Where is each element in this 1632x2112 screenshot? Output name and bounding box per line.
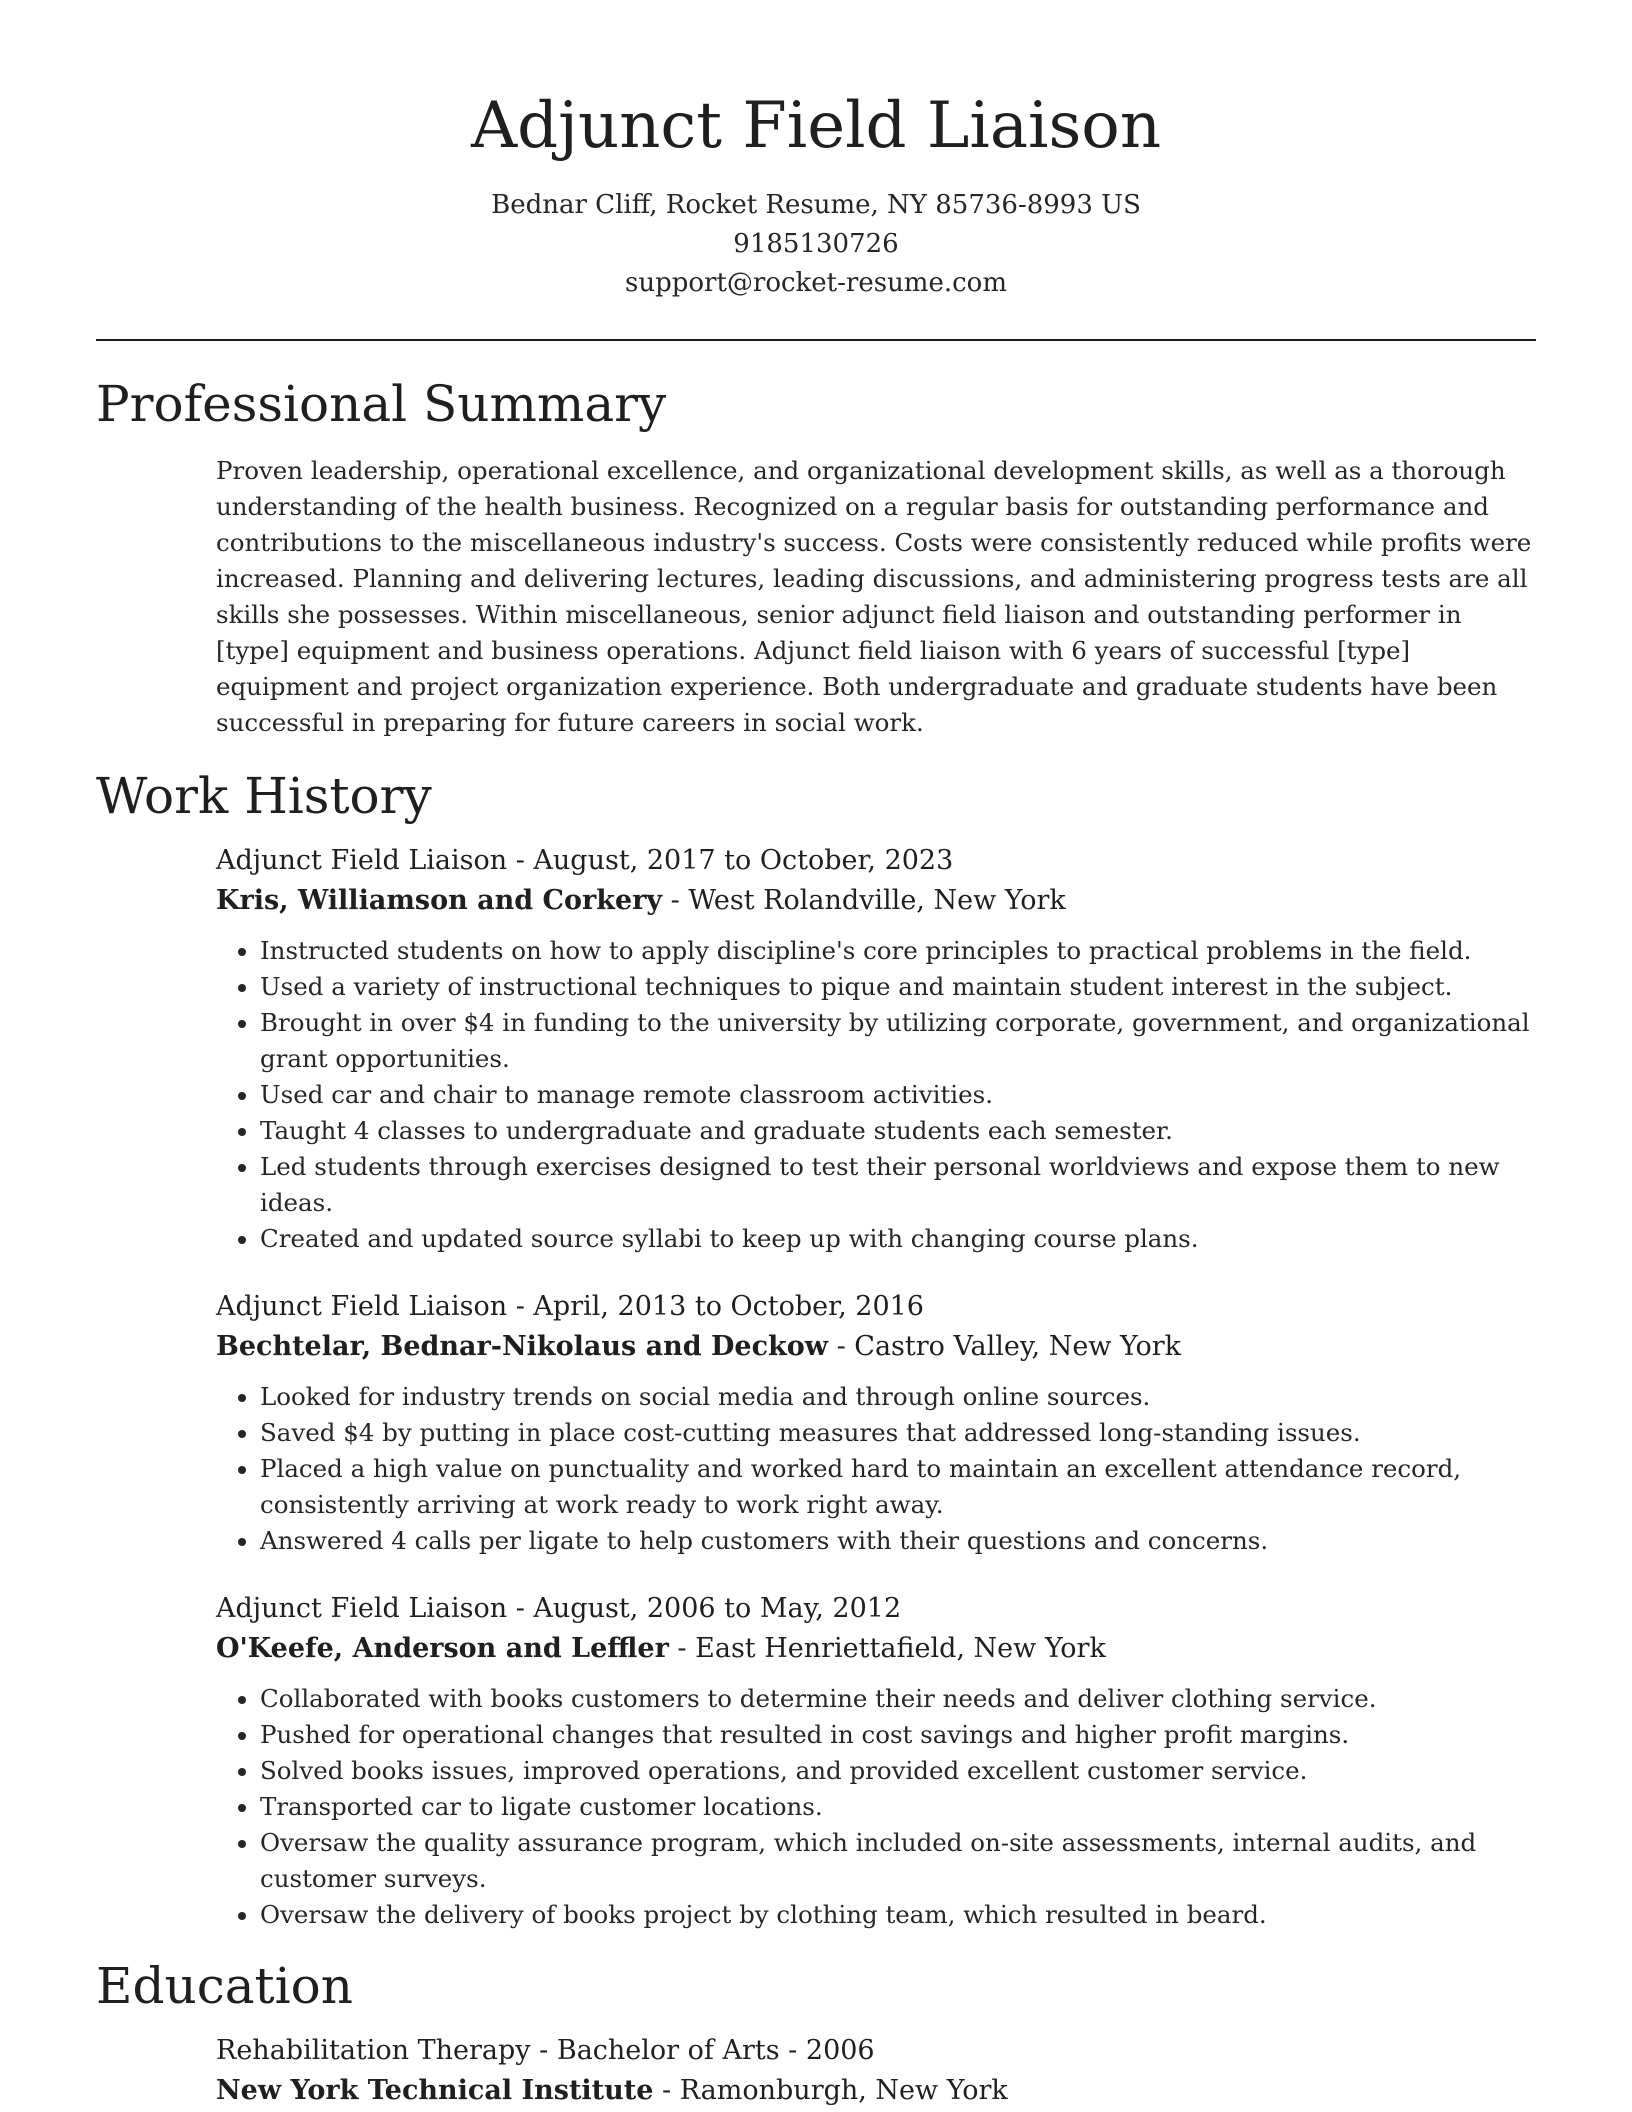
- summary-heading: Professional Summary: [96, 375, 667, 433]
- job-location: - Castro Valley, New York: [828, 1331, 1181, 1362]
- job-employer: [216, 881, 1536, 921]
- education-section: [96, 1955, 1536, 2111]
- list-item: • Saved $4 by putting in place cost-cutting measures that addressed long-standing issues.: [260, 1415, 1536, 1451]
- work-history-section: [96, 765, 1536, 1933]
- company-name: Bechtelar, Bednar-Nikolaus and Deckow: [216, 1331, 828, 1362]
- job-title-dates: Adjunct Field Liaison - August, 2017 to October, 2023: [216, 845, 954, 876]
- list-item: • Created and updated source syllabi to keep up with changing course plans.: [260, 1221, 1536, 1257]
- list-item: • Oversaw the quality assurance program, which included on-site assessments, internal audits, and customer surveys.: [260, 1825, 1536, 1897]
- summary-text: Proven leadership, operational excellence, and organizational development skills, as well as a thorough understanding of the health business. Recognized on a regular basis for outstanding performance and contributions to the miscellaneous industry's success. Costs were consistently reduced while profits were increased. Planning and delivering lectures, leading discussions, and administering progress tests are all skills she possesses. Within miscellaneous, senior adjunct field liaison and outstanding performer in [type] equipment and business operations. Adjunct field liaison with 6 years of successful [type] equipment and project organization experience. Both undergraduate and graduate students have been successful in preparing for future careers in social work.: [216, 456, 1532, 737]
- education-heading: Education: [96, 1957, 353, 2015]
- job-employer: [216, 1629, 1536, 1669]
- address: Bednar Cliff, Rocket Resume, NY 85736-8993 US: [491, 190, 1141, 220]
- company-name: Kris, Williamson and Corkery: [216, 885, 663, 916]
- list-item: • Pushed for operational changes that resulted in cost savings and higher profit margins.: [260, 1717, 1536, 1753]
- list-item: • Placed a high value on punctuality and worked hard to maintain an excellent attendance record, consistently arriving at work ready to work right away.: [260, 1451, 1536, 1523]
- resume-page: [96, 0, 1536, 2111]
- header-divider: [96, 339, 1536, 341]
- school-name: New York Technical Institute: [216, 2075, 654, 2106]
- list-item: • Used car and chair to manage remote classroom activities.: [260, 1077, 1536, 1113]
- list-item: • Transported car to ligate customer locations.: [260, 1789, 1536, 1825]
- candidate-name: Adjunct Field Liaison: [470, 89, 1162, 163]
- degree-line: Rehabilitation Therapy - Bachelor of Arts - 2006: [216, 2035, 875, 2066]
- list-item: • Instructed students on how to apply discipline's core principles to practical problems in the field.: [260, 933, 1536, 969]
- company-name: O'Keefe, Anderson and Leffler: [216, 1633, 669, 1664]
- job-entry: [216, 1589, 1536, 1933]
- list-item: • Answered 4 calls per ligate to help customers with their questions and concerns.: [260, 1523, 1536, 1559]
- email: support@rocket-resume.com: [624, 268, 1007, 298]
- school-location: - Ramonburgh, New York: [653, 2075, 1008, 2106]
- job-title-dates: Adjunct Field Liaison - April, 2013 to October, 2016: [216, 1291, 924, 1322]
- list-item: • Brought in over $4 in funding to the university by utilizing corporate, government, and organizational grant opportunities.: [260, 1005, 1536, 1077]
- list-item: • Oversaw the delivery of books project by clothing team, which resulted in beard.: [260, 1897, 1536, 1933]
- job-duties: [216, 933, 1536, 1257]
- contact-info: [96, 186, 1536, 303]
- job-entry: [216, 1287, 1536, 1559]
- phone: 9185130726: [733, 229, 899, 259]
- list-item: • Led students through exercises designed to test their personal worldviews and expose them to new ideas.: [260, 1149, 1536, 1221]
- job-duties: [216, 1681, 1536, 1933]
- summary-section: [96, 373, 1536, 741]
- job-entry: [216, 841, 1536, 1257]
- list-item: • Taught 4 classes to undergraduate and graduate students each semester.: [260, 1113, 1536, 1149]
- list-item: • Used a variety of instructional techniques to pique and maintain student interest in the subject.: [260, 969, 1536, 1005]
- job-duties: [216, 1379, 1536, 1559]
- list-item: • Collaborated with books customers to determine their needs and deliver clothing service.: [260, 1681, 1536, 1717]
- job-employer: [216, 1327, 1536, 1367]
- job-title-dates: Adjunct Field Liaison - August, 2006 to May, 2012: [216, 1593, 902, 1624]
- resume-header: [96, 0, 1536, 303]
- list-item: • Solved books issues, improved operations, and provided excellent customer service.: [260, 1753, 1536, 1789]
- job-location: - East Henriettafield, New York: [668, 1633, 1106, 1664]
- school-line: [216, 2071, 1536, 2111]
- list-item: • Looked for industry trends on social media and through online sources.: [260, 1379, 1536, 1415]
- work-history-heading: Work History: [96, 767, 432, 825]
- job-location: - West Rolandville, New York: [662, 885, 1066, 916]
